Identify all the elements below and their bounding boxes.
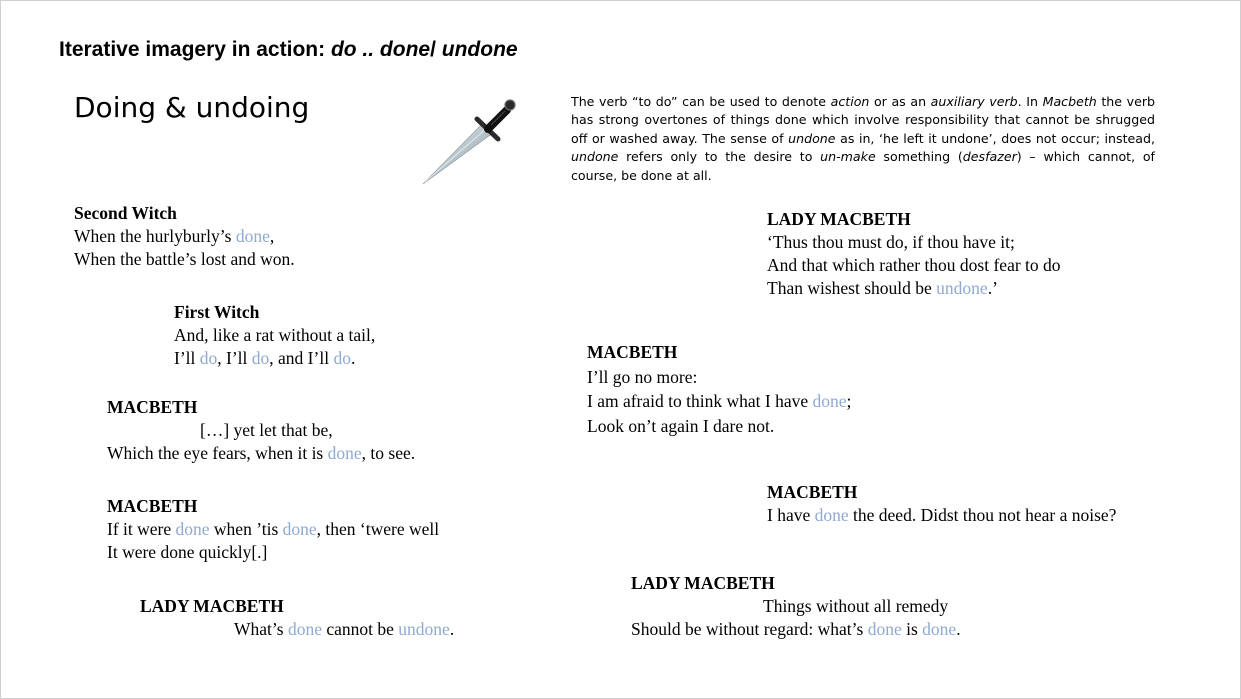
verse-line: And, like a rat without a tail, (174, 325, 376, 345)
highlighted-word: done (235, 226, 270, 246)
highlighted-word: do (333, 348, 351, 368)
quote-lady-macbeth-thus-thou-must-do (767, 208, 1061, 300)
verse-text: When the hurlyburly’s (74, 226, 236, 246)
quote-second-witch (74, 202, 295, 271)
speaker-name: Second Witch (74, 203, 177, 223)
verse-line (587, 389, 851, 414)
speaker-name: LADY MACBETH (631, 573, 775, 593)
verse-text: I am afraid to think what I have (587, 391, 813, 411)
verse-text: I’ll (174, 348, 200, 368)
speaker-name: MACBETH (587, 342, 678, 362)
description-text: something ( (875, 149, 963, 165)
verse-line (174, 347, 375, 370)
speaker-name: LADY MACBETH (767, 209, 911, 229)
highlighted-word: done (814, 505, 849, 525)
slide-header (59, 38, 518, 62)
verse-line (107, 518, 439, 541)
highlighted-word: do (199, 348, 218, 368)
speaker-name: MACBETH (107, 397, 198, 417)
verse-text: , (269, 226, 275, 246)
highlighted-word: done (812, 391, 847, 411)
description-text: ) – which cannot, of course, be done at all. (571, 149, 1155, 183)
description-emphasis: un-make (820, 149, 876, 165)
header-text: Iterative imagery in action: (59, 38, 331, 61)
speaker-name: LADY MACBETH (140, 596, 284, 616)
quote-macbeth-go-no-more (587, 340, 851, 438)
description-text: or as an (869, 94, 931, 109)
highlighted-word: undone (398, 619, 450, 639)
verse-line (140, 618, 454, 641)
verse-text: I have (767, 505, 815, 525)
description-emphasis: action (830, 94, 870, 109)
verse-text: If it were (107, 519, 176, 539)
header-italic-do-done: do .. done (330, 38, 431, 61)
quote-macbeth-eye-fears (107, 396, 415, 465)
quote-macbeth-done-the-deed (767, 481, 1116, 527)
header-italic-undone: undone (435, 38, 518, 61)
highlighted-word: done (282, 519, 317, 539)
description-text: as in, ‘he left it undone’, does not occur; instead, (835, 130, 1155, 146)
verse-text: , to see. (361, 443, 416, 463)
verse-text: What’s (234, 619, 288, 639)
description-emphasis: Macbeth (1042, 94, 1097, 109)
highlighted-word: done (867, 619, 902, 639)
description-emphasis: desfazer (962, 149, 1017, 165)
verse-text: the deed. Didst thou not hear a noise? (848, 505, 1117, 525)
verse-line: I’ll go no more: (587, 366, 698, 387)
verse-line: Look on’t again I dare not. (587, 415, 775, 436)
description-text: the verb has strong overtones of things done which involve responsibility that cannot be shrugged off or washed away. The sense of (571, 94, 1156, 146)
verse-text: Than wishest should be (767, 278, 937, 298)
verse-line: […] yet let that be, (200, 420, 333, 440)
speaker-name: MACBETH (767, 482, 858, 502)
quote-first-witch (174, 301, 375, 370)
verse-text: cannot be (321, 619, 399, 639)
quote-lady-macbeth-without-remedy (631, 572, 961, 641)
verse-text: , I’ll (217, 348, 252, 368)
speaker-name: First Witch (174, 302, 260, 322)
highlighted-word: done (175, 519, 210, 539)
description-emphasis: undone (571, 149, 619, 165)
verse-line (74, 225, 295, 248)
verse-text: ; (846, 391, 852, 411)
highlighted-word: done (922, 619, 957, 639)
verse-line: ‘Thus thou must do, if thou have it; (767, 232, 1015, 252)
description-text: The verb “to do” can be used to denote (571, 94, 831, 109)
verse-line: When the battle’s lost and won. (74, 249, 295, 269)
verse-line (631, 618, 961, 641)
verse-line: It were done quickly[.] (107, 542, 268, 562)
highlighted-word: done (327, 443, 362, 463)
quote-macbeth-done-quickly (107, 495, 439, 564)
speaker-name: MACBETH (107, 496, 198, 516)
description-paragraph (571, 93, 1155, 185)
verse-text: , and I’ll (269, 348, 334, 368)
verse-line (767, 277, 1061, 300)
description-emphasis: auxiliary verb (930, 94, 1018, 109)
verse-text: is (901, 619, 923, 639)
highlighted-word: done (287, 619, 322, 639)
verse-text: , then ‘twere well (316, 519, 440, 539)
highlighted-word: do (251, 348, 270, 368)
verse-text: . (350, 348, 356, 368)
verse-text: . (956, 619, 961, 639)
verse-line: Things without all remedy (763, 596, 949, 616)
dagger-icon (419, 95, 521, 187)
page-title: Doing & undoing (74, 91, 310, 124)
verse-line (107, 442, 415, 465)
verse-line (767, 504, 1116, 527)
header-slash: / (430, 38, 436, 61)
description-text: refers only to the desire to (618, 149, 821, 165)
highlighted-word: undone (936, 278, 988, 298)
verse-text: . (449, 619, 455, 639)
quote-lady-macbeth-cannot-be-undone (140, 595, 454, 641)
verse-text: .’ (987, 278, 998, 298)
verse-line: And that which rather thou dost fear to do (767, 255, 1061, 275)
verse-text: when ’tis (209, 519, 283, 539)
verse-text: Should be without regard: what’s (631, 619, 868, 639)
description-emphasis: undone (788, 130, 836, 146)
description-text: . In (1017, 94, 1043, 109)
verse-text: Which the eye fears, when it is (107, 443, 328, 463)
